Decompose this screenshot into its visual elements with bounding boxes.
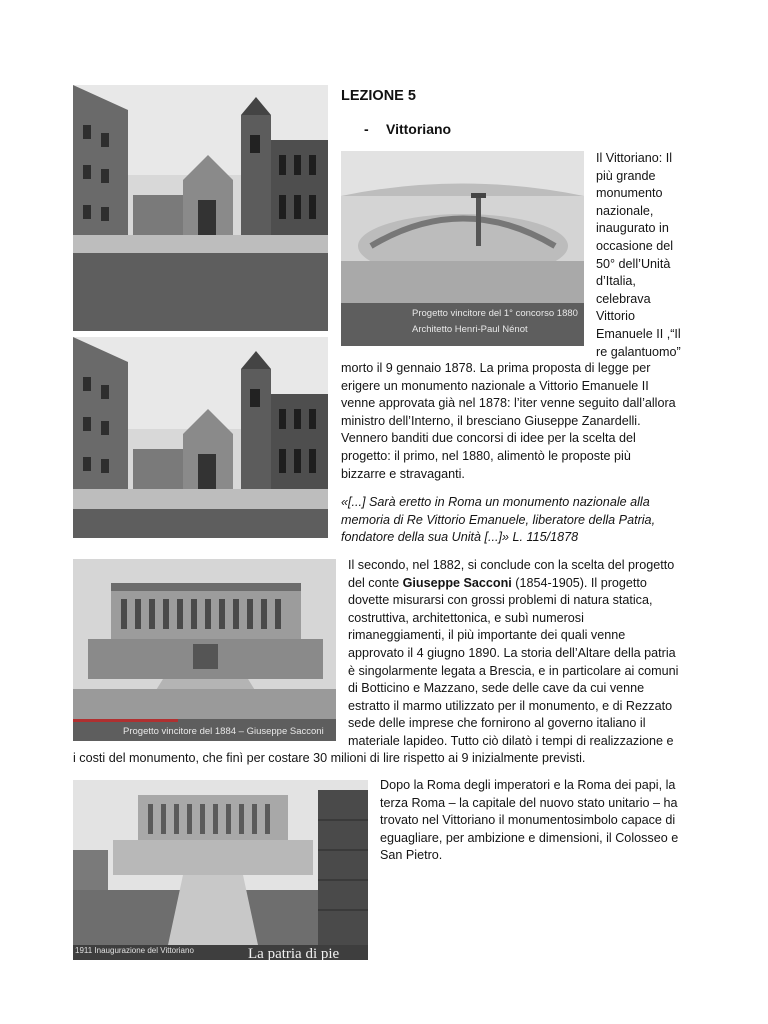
- intro-line: più grande: [596, 168, 656, 183]
- intro-paragraph: [596, 150, 696, 361]
- p3-line: eguagliare, per ambizione e dimensioni, il Colosseo e: [380, 830, 679, 845]
- subtitle-dash: -: [364, 121, 369, 137]
- p1-line: morto il 9 gennaio 1878. La prima proposta di legge per: [341, 361, 651, 375]
- intro-line: Vittorio: [596, 309, 635, 324]
- intro-line: Il Vittoriano: Il: [596, 151, 673, 165]
- nenot-project-photo: [341, 151, 584, 346]
- intro-line: monumento: [596, 186, 663, 201]
- inauguration-photo: [73, 780, 368, 960]
- quote-line: «[...] Sarà eretto in Roma un monumento nazionale alla: [341, 495, 650, 509]
- nenot-caption-1: Progetto vincitore del 1° concorso 1880: [412, 308, 578, 319]
- p2-line: Il secondo, nel 1882, si conclude con la scelta del progetto: [348, 558, 675, 572]
- p1-line: venne approvata già nel 1878: l’iter venne seguito dall’allora: [341, 396, 676, 411]
- paragraph-1: [341, 360, 701, 483]
- intro-line: re galantuomo”: [596, 344, 681, 359]
- piazza-photo-2: [73, 337, 328, 538]
- p2-line: di Botticino e Mazzano, sede delle cave da cui venne: [348, 681, 645, 696]
- intro-line: inaugurato in: [596, 221, 669, 236]
- intro-line: nazionale,: [596, 203, 654, 218]
- paragraph-3: [380, 777, 710, 865]
- sacconi-name: Giuseppe Sacconi: [402, 575, 512, 590]
- p1-line: bizzarre e stravaganti.: [341, 466, 465, 481]
- p2-line: estratto il marmo utilizzato per il monumento, e di Rezzato: [348, 698, 673, 713]
- lesson-title: LEZIONE 5: [341, 88, 416, 104]
- intro-line: Emanuele II ,“Il: [596, 326, 681, 341]
- p3-line: trovato nel Vittoriano il monumentosimbolo capace di: [380, 813, 676, 828]
- inauguration-overlay-text: La patria di pie: [248, 946, 340, 960]
- nenot-caption-2: Architetto Henri-Paul Nénot: [412, 324, 528, 335]
- lesson-subtitle: Vittoriano: [386, 121, 452, 137]
- p3-line: Dopo la Roma degli imperatori e la Roma dei papi, la: [380, 778, 676, 792]
- p2-line: dovette misurarsi con grossi problemi di natura statica,: [348, 593, 653, 608]
- p1-line: erigere un monumento nazionale a Vittorio Emanuele II: [341, 378, 649, 393]
- intro-line: d’Italia,: [596, 274, 636, 289]
- paragraph-2-last-line: i costi del monumento, che finì per costare 30 milioni di lire rispetto ai 9 inizialmente previsti.: [73, 751, 586, 765]
- intro-line: celebrava: [596, 291, 651, 306]
- intro-line: 50° dell’Unità: [596, 256, 671, 271]
- intro-line: occasione del: [596, 238, 674, 253]
- p2-text: (1854-1905). Il progetto: [511, 575, 647, 590]
- p2-line-sacconi: [348, 575, 708, 593]
- p2-line: approvato il 4 giugno 1890. La storia dell’Altare della patria: [348, 645, 676, 660]
- p2-line: costruttiva, architettonica, e subì numerosi: [348, 610, 584, 625]
- p1-line: progetto: il primo, nel 1880, alimentò le proposte più: [341, 448, 631, 463]
- quote-line: fondatore della sua Unità [...]» L. 115/1878: [341, 530, 579, 545]
- p2-text: del conte: [348, 575, 403, 590]
- paragraph-2: [348, 557, 708, 751]
- p3-line: terza Roma – la capitale del nuovo stato unitario – ha: [380, 795, 678, 810]
- p2-line: rimaneggiamenti, il più importante dei quali venne: [348, 628, 626, 643]
- sacconi-project-photo: [73, 559, 336, 741]
- sacconi-caption: Progetto vincitore del 1884 – Giuseppe Sacconi: [123, 726, 324, 737]
- p3-line: San Pietro.: [380, 848, 443, 863]
- p1-line: Vennero banditi due concorsi di idee per la scelta del: [341, 431, 636, 446]
- p1-line: ministro dell’Interno, il bresciano Giuseppe Zanardelli.: [341, 413, 641, 428]
- p2-line: sede delle imprese che fornirono al governo italiano il: [348, 716, 646, 731]
- piazza-photo-1: [73, 85, 328, 331]
- inauguration-caption: 1911 Inaugurazione del Vittoriano: [75, 946, 194, 955]
- p2-line: materiale lapideo. Tutto ciò dilatò i tempi di realizzazione e: [348, 733, 674, 748]
- quote-line: memoria di Re Vittorio Emanuele, liberatore della Patria,: [341, 512, 656, 527]
- p2-line: è singolarmente legata a Brescia, e in particolare ai comuni: [348, 663, 679, 678]
- law-quote: [341, 494, 701, 547]
